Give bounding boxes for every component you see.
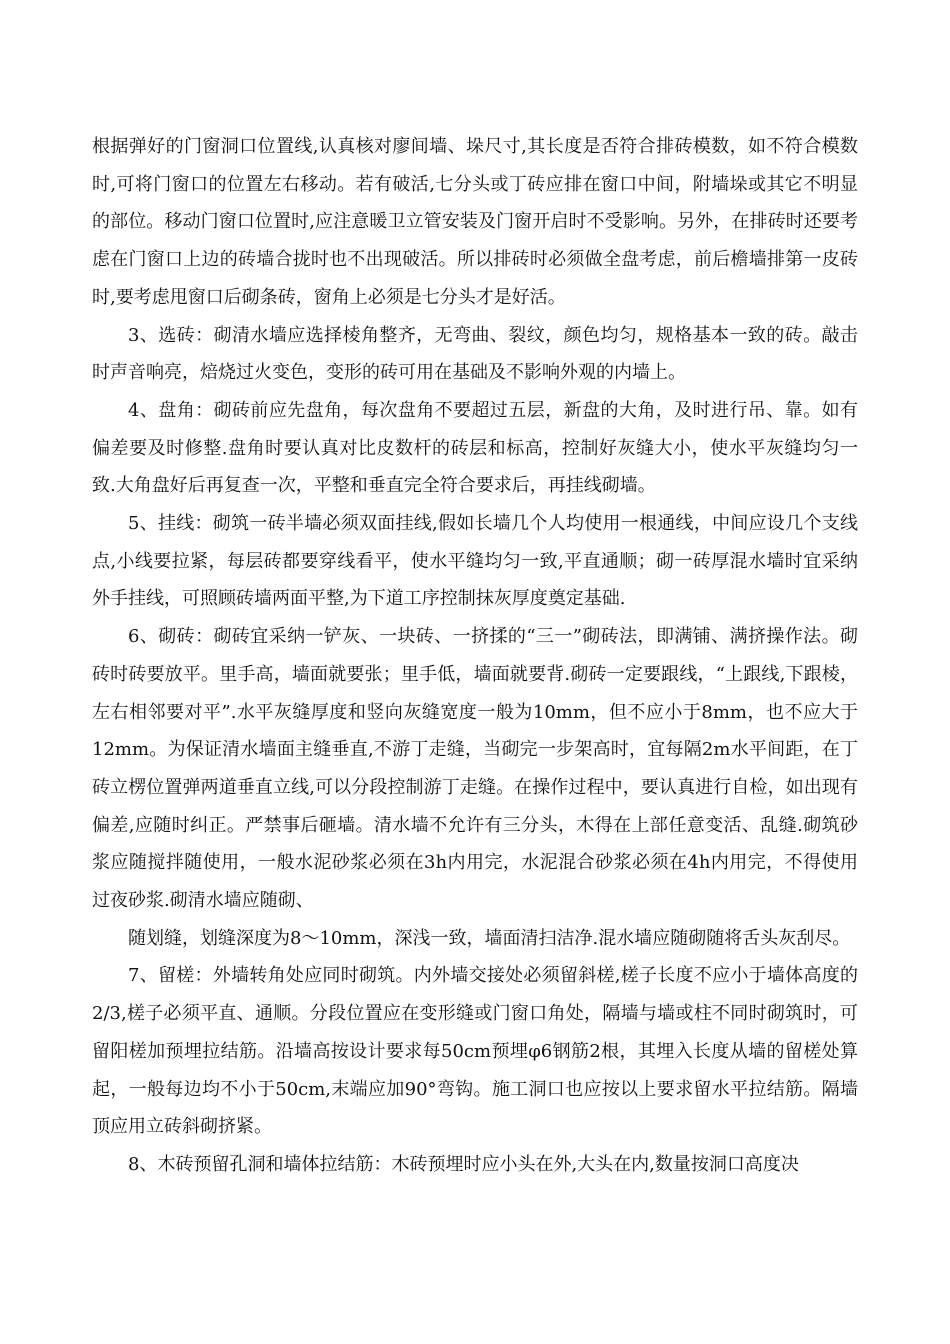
paragraph-line-hanging: 5、挂线：砌筑一砖半墙必须双面挂线,假如长墙几个人均使用一根通线，中间应设几个支线点,小线要拉紧，每层砖都要穿线看平，使水平缝均匀一致,平直通顺；砌一砖厚混水墙时宜采纳外手挂线，可照顾砖墙两面平整,为下道工序控制抹灰厚度奠定基础. xyxy=(92,513,858,610)
paragraph-wood-bricks: 8、木砖预留孔洞和墙体拉结筋：木砖预埋时应小头在外,大头在内,数量按洞口高度决 xyxy=(128,1153,799,1175)
paragraph-joint-striking: 随划缝，划缝深度为8～10mm，深浅一致，墙面清扫洁净.混水墙应随砌随将舌头灰刮尽。 xyxy=(128,927,851,949)
paragraph-toothing: 7、留槎：外墙转角处应同时砌筑。内外墙交接处必须留斜槎,槎子长度不应小于墙体高度的2/3,槎子必须平直、通顺。分段位置应在变形缝或门窗口角处，隔墙与墙或柱不同时砌筑时，可留阳槎加预埋拉结筋。沿墙高按设计要求每50cm预埋φ6钢筋2根，其埋入长度从墙的留槎处算起，一般每边均不小于50cm,末端应加90°弯钩。施工洞口也应按以上要求留水平拉结筋。隔墙顶应用立砖斜砌挤紧。 xyxy=(92,965,858,1138)
document-body xyxy=(92,128,858,1184)
paragraph-corner-building: 4、盘角：砌砖前应先盘角，每次盘角不要超过五层，新盘的大角，及时进行吊、靠。如有偏差要及时修整.盘角时要认真对比皮数杆的砖层和标高，控制好灰缝大小，使水平灰缝均匀一致.大角盘好后再复查一次，平整和垂直完全符合要求后，再挂线砌墙。 xyxy=(92,399,858,497)
paragraph-bricklaying: 6、砌砖：砌砖宜采纳一铲灰、一块砖、一挤揉的“三一”砌砖法，即满铺、满挤操作法。砌砖时砖要放平。里手高，墙面就要张；里手低，墙面就要背.砌砖一定要跟线，“上跟线,下跟棱，左右相邻要对平”.水平灰缝厚度和竖向灰缝宽度一般为10mm，但不应小于8mm，也不应大于12mm。为保证清水墙面主缝垂直,不游丁走缝，当砌完一步架高时，宜每隔2m水平间距，在丁砖立楞位置弹两道垂直立线,可以分段控制游丁走缝。在操作过程中，要认真进行自检，如出现有偏差,应随时纠正。严禁事后砸墙。清水墙不允许有三分头，木得在上部任意变活、乱缝.砌筑砂浆应随搅拌随使用，一般水泥砂浆必须在3h内用完，水泥混合砂浆必须在4h内用完，不得使用过夜砂浆.砌清水墙应随砌、 xyxy=(92,626,858,912)
paragraph-brick-selection: 3、选砖：砌清水墙应选择棱角整齐，无弯曲、裂纹，颜色均匀，规格基本一致的砖。敲击时声音响亮，焙烧过火变色，变形的砖可用在基础及不影响外观的内墙上。 xyxy=(92,324,858,384)
paragraph-layout-continuation: 根据弹好的门窗洞口位置线,认真核对廖间墙、垛尺寸,其长度是否符合排砖模数，如不符合模数时,可将门窗口的位置左右移动。若有破活,七分头或丁砖应排在窗口中间，附墙垛或其它不明显的部位。移动门窗口位置时,应注意暖卫立管安装及门窗开启时不受影响。另外，在排砖时还要考虑在门窗口上边的砖墙合拢时也不出现破活。所以排砖时必须做全盘考虑，前后檐墙排第一皮砖时,要考虑甩窗口后砌条砖，窗角上必须是七分头才是好活。 xyxy=(92,136,858,308)
